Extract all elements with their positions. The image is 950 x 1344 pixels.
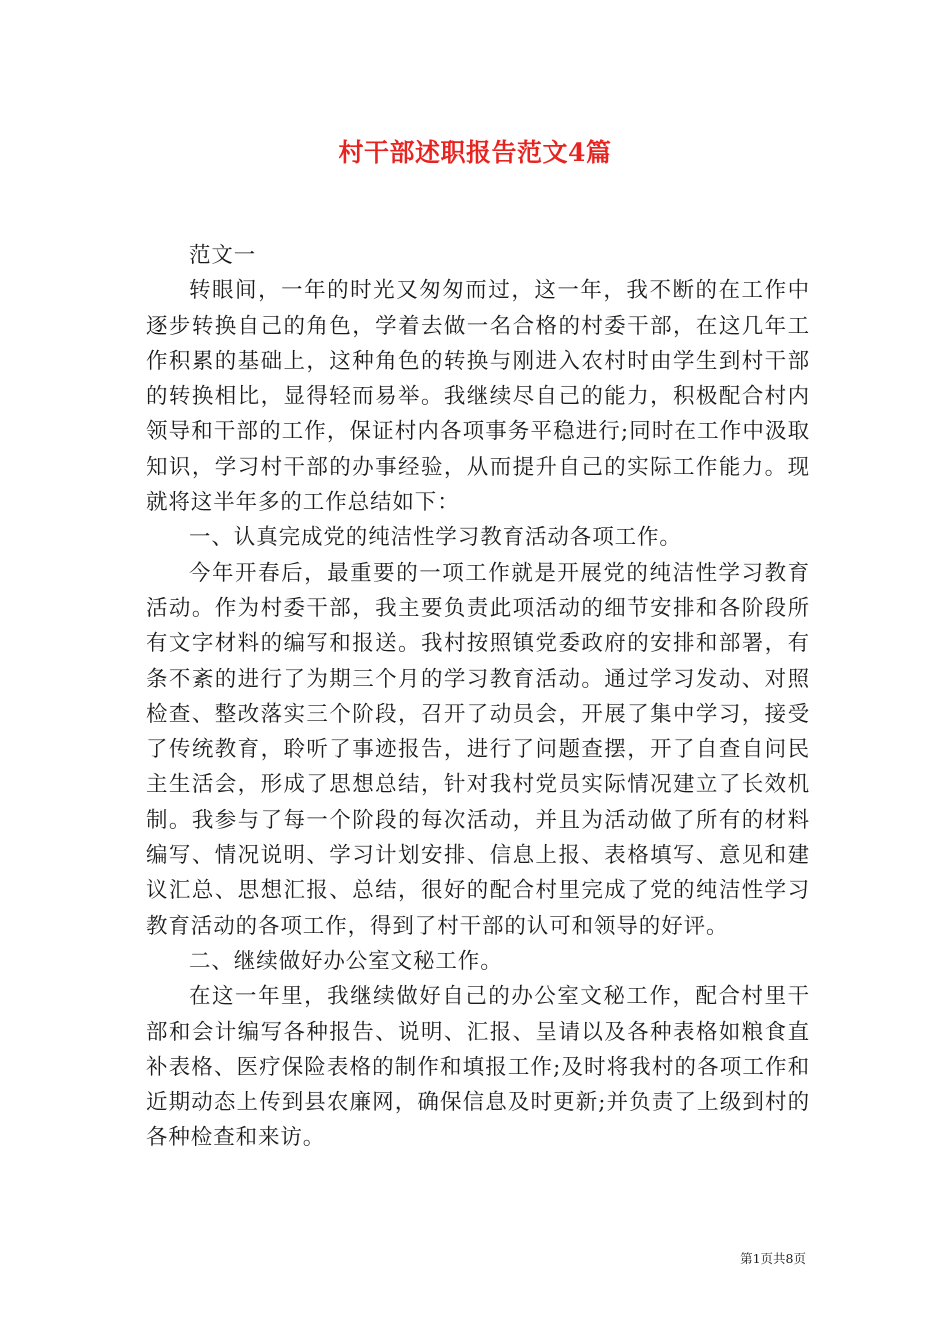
section-label: 范文一 — [189, 243, 257, 268]
page-number: 第1页共8页 — [740, 1251, 806, 1266]
document-title: 村干部述职报告范文4篇 — [338, 138, 612, 167]
body-paragraph: 在这一年里，我继续做好自己的办公室文秘工作，配合村里干部和会计编写各种报告、说明、汇报、呈请以及各种表格如粮食直补表格、医疗保险表格的制作和填报工作;及时将我村的各项工作和近期动态上传到县农廉网，确保信息及时更新;并负责了上级到村的各种检查和来访。 — [146, 984, 810, 1151]
document-body — [146, 238, 810, 1156]
section-heading: 一、认真完成党的纯洁性学习教育活动各项工作。 — [189, 525, 682, 551]
body-paragraph: 转眼间，一年的时光又匆匆而过，这一年，我不断的在工作中逐步转换自己的角色，学着去做一名合格的村委干部，在这几年工作积累的基础上，这种角色的转换与刚进入农村时由学生到村干部的转换相比，显得轻而易举。我继续尽自己的能力，积极配合村内领导和干部的工作，保证村内各项事务平稳进行;同时在工作中汲取知识，学习村干部的办事经验，从而提升自己的实际工作能力。现就将这半年多的工作总结如下： — [146, 278, 810, 516]
body-paragraph: 今年开春后，最重要的一项工作就是开展党的纯洁性学习教育活动。作为村委干部，我主要负责此项活动的细节安排和各阶段所有文字材料的编写和报送。我村按照镇党委政府的安排和部署，有条不紊的进行了为期三个月的学习教育活动。通过学习发动、对照检查、整改落实三个阶段，召开了动员会，开展了集中学习，接受了传统教育，聆听了事迹报告，进行了问题查摆，开了自查自问民主生活会，形成了思想总结，针对我村党员实际情况建立了长效机制。我参与了每一个阶段的每次活动，并且为活动做了所有的材料编写、情况说明、学习计划安排、信息上报、表格填写、意见和建议汇总、思想汇报、总结，很好的配合村里完成了党的纯洁性学习教育活动的各项工作，得到了村干部的认可和领导的好评。 — [146, 560, 810, 939]
section-heading: 二、继续做好办公室文秘工作。 — [189, 948, 503, 974]
